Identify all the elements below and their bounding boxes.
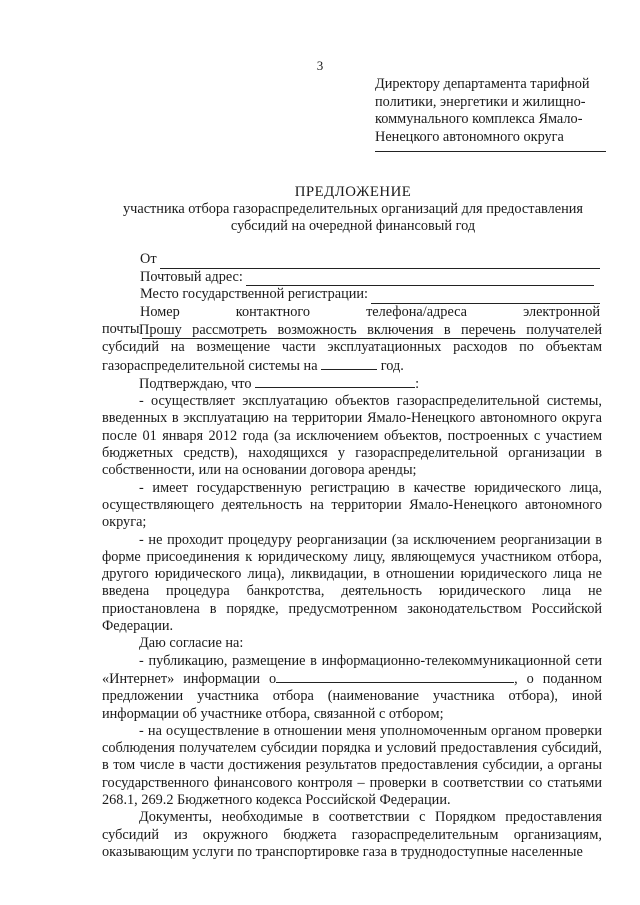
consent-label: Даю согласие на: — [139, 635, 244, 652]
year-blank — [321, 357, 377, 370]
addressee-line: политики, энергетики и жилищно- — [375, 93, 586, 110]
phone-label-row — [108, 304, 600, 322]
page-number: 3 — [316, 58, 324, 73]
confirm-tail: : — [415, 375, 420, 392]
phone-tail-label: почты — [102, 321, 140, 337]
addressee-line: Ненецкого автономного округа — [375, 128, 564, 145]
addressee-line: коммунального комплекса Ямало- — [375, 111, 583, 127]
postal-label: Почтовый адрес: — [140, 268, 243, 285]
phone-word: электронной — [523, 303, 600, 320]
addressee-signature-line — [375, 151, 606, 152]
request-paragraph — [102, 322, 602, 375]
organization-blank — [255, 375, 415, 388]
registration-blank — [371, 290, 600, 304]
phone-word: телефона/адреса — [366, 303, 468, 320]
confirm-bullet: - не проходит процедуру реорганизации (за исключением реорганизации в форме присоединения к юридическому лицу, являющемуся участником отбора, другого юридического лица), ликвидации, в отношении юридического лица не введена процедура банкротства, деятельность юридического лица не приостановлена в порядке, предусмотренном законодательством Российской Федерации. — [102, 531, 602, 635]
confirm-bullet: - имеет государственную регистрацию в качестве юридического лица, осуществляющего деятельность на территории Ямало-Ненецкого автономного округа; — [102, 479, 602, 531]
document-title: ПРЕДЛОЖЕНИЕ — [294, 184, 412, 200]
from-label: От — [140, 251, 157, 267]
postal-field — [108, 269, 600, 287]
documents-paragraph: Документы, необходимые в соответствии с Порядком предоставления субсидий из окружного бюджета газораспределительным организациям, оказывающим услуги по транспортировке газа в труднодоступные населенные — [102, 809, 602, 860]
registration-label: Место государственной регистрации: — [140, 286, 369, 302]
consent-bullet — [102, 653, 602, 723]
confirm-bullet: - осуществляет эксплуатацию объектов газораспределительной системы, введенных в эксплуатацию на территории Ямало-Ненецкого автономного округа после 01 января 2012 года (за исключением объектов, построенных с участием бюджетных средств), находящихся у газораспределительной организации в собственности, или на основании договора аренды; — [102, 393, 602, 479]
postal-blank — [246, 272, 594, 286]
confirm-paragraph — [102, 375, 602, 393]
consent-start: - публикацию, размещение в информационно-телекоммуникационной сети «Интернет» информации о — [102, 652, 602, 687]
request-text: Прошу рассмотреть возможность включения в перечень получателей субсидий на возмещение части эксплуатационных расходов по объектам газораспределительной системы на — [102, 322, 602, 374]
document-body — [102, 322, 602, 861]
addressee-line: Директору департамента тарифной — [375, 76, 590, 92]
addressee-block — [375, 76, 610, 146]
participant-blank — [276, 670, 514, 683]
consent-end: , о поданном предложении участника отбора (наименование участника отбора), иной информации об участнике отбора, связанной с отбором; — [102, 670, 602, 722]
request-tail: год. — [380, 357, 404, 374]
phone-word: контактного — [235, 303, 311, 320]
registration-field — [108, 286, 600, 304]
from-field — [108, 251, 600, 269]
document-subtitle: участника отбора газораспределительных организаций для предоставления субсидий на очередной финансовый год — [123, 201, 583, 234]
confirm-label: Подтверждаю, что — [139, 375, 252, 392]
consent-bullet: - на осуществление в отношении меня уполномоченным органом проверки соблюдения получателем субсидии порядка и условий предоставления субсидий, в том числе в части достижения результатов предоставления субсидии, а органы государственного финансового контроля – проверки в соответствии со статьями 268.1, 269.2 Бюджетного кодекса Российской Федерации. — [102, 722, 602, 809]
phone-word: Номер — [140, 303, 180, 320]
from-blank — [160, 255, 600, 269]
